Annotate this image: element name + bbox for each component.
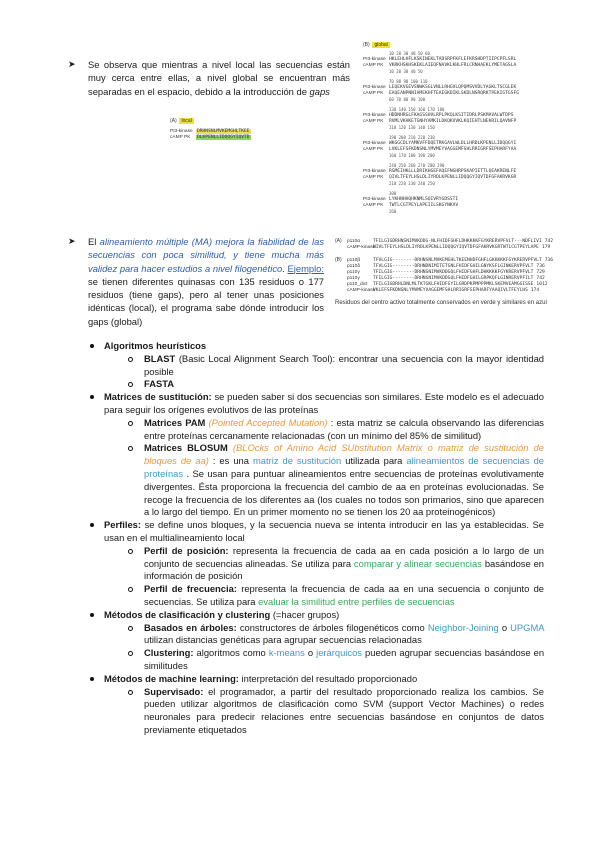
list-item-title: FASTA (144, 378, 175, 390)
bullet-dot-icon (90, 395, 94, 399)
multi-seq-row: p110_dict TFILGIGDRHLDNLMLTKTGKLFHIDFGYILGRDPKPMPPPMKLSKEMVEAMGGISSE 1012 (347, 282, 548, 287)
fig-local-row: PI3-kinase DRHNSNLMVKEMGHLTKEE (170, 129, 250, 134)
fig-local-tag-label: local (181, 118, 192, 124)
multi-seq-row: cAMP-kinaseVKLEFSFKDNSNLYMVMEYVAGGEMFSHLRRIGRFSEPHARFYAAQIVLTFEYLHS 174 (347, 288, 540, 293)
list-item-title: Perfil de frecuencia: (144, 583, 237, 595)
multi-seq-row: p110γ TFILGIG--------DRHNSNIMVKDDGQLFHIDFGHFLDHKKKKFGYKRERVPFVLT 729 (347, 270, 545, 275)
list-item-title: Algoritmos heurísticos (104, 340, 207, 351)
list-item-title: Matrices de sustitución: (104, 391, 212, 403)
intro-p2-lead: El (88, 236, 97, 247)
global-ruler-bottom: 160 170 180 190 200 (389, 153, 435, 158)
global-block (363, 163, 575, 187)
global-ruler-top: 300 (389, 191, 397, 196)
sub-list-item: Perfil de posición: representa la frecuencia de cada aa en cada posición a lo largo de un conjunto de secuencias alineadas. Se utiliza para comparar y alinear secuencias basándose en información de posición (70, 545, 544, 583)
list-item-title: Métodos de clasificación y clustering (104, 608, 271, 620)
intro-p1-italic: gaps (309, 85, 330, 97)
sub-list-item: Supervisado: el programador, a partir del resultado proporcionado realiza los cambios. Se pueden utilizar algoritmos de clasificación como SVM (support Vector Machines) o redes neuronales para predecir relaciones entre secuencias basándose en conjuntos de datos previamente etiquetados (70, 686, 544, 737)
multi-seq-row: p110β TFVLGIG--------DRHNSNLMVKEMGHLTKEENHDFGHFLGKKKKKFGYKRERVPFVLT 736 (347, 258, 554, 263)
global-seq-row-b: cAMP PK EAQEANPNNIAMEKHFTEAEGKDIKLSKDLNSRQRKTPEKIGTGSFG (363, 91, 519, 96)
global-ruler-bottom: 110 120 130 140 150 (389, 125, 435, 130)
global-ruler-top: 10 20 30 40 50 60 (389, 51, 430, 56)
figure-multiple-alignment: (A) p110α TFILGIGDRHNSNIMVKDDG-NLFHIDFGHFLDHKKKKFGYKRERVPFVLT---NDFLIVI 742 cAMP-kinaseNIVLTFEYLHSLDLIYRDLKPENLLIDQQGYIQVTDFGFAKRVKGRTWTLCGTPEYLAPE 179 (B) p110β TFVLGIG--------DRHNSNLMVKEMGHLTKEENHDFGHFLGKKKKKFGYKRERVPFVLT 736 p110δ TFVLGIG--------DRHNDNIMITETGNLFHIDFGHILGNYKSFLGINKERVPFVLT 736 p110γ TFILGIG--------DRHNSNIMVKDDGQLFHIDFGHFLDHKKKKFGYKRERVPFVLT 729 p110γ TFILGIG--------DRHNSNIMVKDDGQLFHIDFGHILGRPKQFLGINRERVPFILT 742 p110_dict TFILGIGDRHLDNLMLTKTGKLFHIDFGYILGRDPKPMPPPMKLSKEMVEAMGGISSE 1012 cAMP-kinaseVKLEFSFKDNSNLYMVMEYVAGGEMFSHLRRIGRFSEPHARFYAAQIVLTFEYLHS 174 Residuos del centro activo totalmente conservados en verde y similares en azul (335, 238, 585, 338)
intro-p2-example-label: Ejemplo: (287, 262, 324, 274)
global-ruler-top: 70 80 90 100 110 (389, 79, 428, 84)
global-seq-row-b: cAMP PK VKRKHSKHSKEKLAIEQFNAVKLKHLFRLCRNHAEKLYMETAGSLA (363, 63, 517, 68)
bullet-circle-icon (128, 382, 133, 387)
list-item: Métodos de machine learning: interpretación del resultado proporcionado (70, 673, 544, 686)
bullet-dot-icon (90, 523, 94, 527)
intro-p1-text: Se observa que mientras a nivel local las secuencias están muy cerca entre ellas, a nivel global se encuentran más separadas en el espacio, debido a la introducción de (88, 59, 350, 97)
global-seq-row-b: cAMP PK TWTLCGTPEYLAPEIILSKGYNKAV (363, 203, 459, 208)
list-item-title: Basados en árboles: (144, 621, 237, 633)
bullet-dot-icon (90, 677, 94, 681)
global-ruler-top: 240 250 260 270 280 290 (389, 163, 445, 168)
sub-list-item: BLAST (Basic Local Alignment Search Tool): encontrar una secuencia con la mayor identidad posible (70, 353, 544, 379)
intro-paragraph-2: ➤ El alineamiento múltiple (MA) mejora la fiabilidad de las secuencias con poca similitud, y tiene mucha más validez para hacer estudios a nivel filogenético. Ejemplo: se tienen diferentes quinasas con 135 residuos o 177 residuos (tiene gaps), pero al tener unas posiciones idénticas (local), el programa sabe dónde introducir los gaps (global) (68, 236, 325, 327)
multi-a-rows (347, 239, 585, 251)
list-item-title: Matrices BLOSUM (144, 442, 228, 454)
arrow-bullet-icon: ➤ (68, 236, 76, 246)
global-seq-row-a: PI3-kinase RSMEIHKLLLDRIKHGEFAQEFNGHRPSKAPIETTLQEAKRENLFE (363, 169, 517, 174)
bullet-circle-icon (128, 651, 133, 656)
list-item-title: Matrices PAM (144, 416, 206, 428)
sub-list-item: Basados en árboles: constructores de árboles filogenéticos como Neighbor-Joining o UPGMA utilizan distancias genéticas para agrupar secuencias relacionadas (70, 622, 544, 648)
bullet-dot-icon (90, 344, 94, 348)
global-seq-row-b: cAMP PK QIVLTFEYLHSLDLIYRDLKPENLLIDQQGYIQVTDFGFAKRVKGR (363, 175, 517, 180)
global-ruler-bottom: 260 (389, 209, 397, 214)
sub-list-item: Matrices BLOSUM (BLOcks of Amino Acid SUbstitution Matrix o matriz de sustitución de bloques de aa) : es una matriz de sustitución utilizada para alineamientos de secuencias de proteínas . Se usan para puntuar alineamientos entre secuencias de proteínas evolutivamente divergentes. Ésta proporciona la frecuencia del cambio de aa en proteínas evolucionadas. Se recoge la frecuencia de los diferentes aa (los cuales no todos son primarios, sino que aparecen a lo largo del tiempo. En un primer momento no se tienen los 20 aa proteinogénicos) (70, 442, 544, 519)
sub-list-item: Clustering: algoritmos como k-means o jerárquicos pueden agrupar secuencias basándose en similitudes (70, 647, 544, 673)
intro-paragraph-1 (68, 58, 350, 98)
bullet-dot-icon (90, 613, 94, 617)
global-ruler-bottom: 60 70 80 90 100 (389, 97, 426, 102)
global-block (363, 191, 575, 215)
arrow-bullet-icon: ➤ (68, 59, 76, 69)
global-blocks (363, 51, 575, 215)
multi-seq-row: p110γ TFILGIG--------DRHNSNIMVKDDGQLFHIDFGHILGRPKQFLGINRERVPFILT 742 (347, 276, 545, 281)
list-item: Perfiles: se define unos bloques, y la secuencia nueva se intenta introducir en las ya establecidas. Se usan en el multialineamiento local (70, 519, 544, 545)
sub-list-item: Perfil de frecuencia: representa la frecuencia de cada aa en una secuencia o conjunto de secuencias. Se utiliza para evaluar la similitud entre perfiles de secuencias (70, 583, 544, 609)
global-seq-row-a: PI3-kinase HKLEHLHFLKSKINEKLTADSRPFKFLEFKRSHDPTIIPCPFLSRL (363, 57, 517, 62)
global-block (363, 51, 575, 75)
list-item-title: Supervisado: (144, 685, 204, 697)
sub-list-item: Matrices PAM (Pointed Accepted Mutation) : esta matriz se calcula observando las diferencias entre proteínas cercanamente relacionadas (con un mínimo del 85% de similitud) (70, 417, 544, 443)
list-item (70, 340, 544, 353)
list-item-title: Clustering: (144, 647, 194, 659)
fig-multi-caption: Residuos del centro activo totalmente conservados en verde y similares en azul (335, 300, 547, 306)
fig-global-tag: (B) (363, 42, 370, 48)
list-item: Matrices de sustitución: se pueden saber si dos secuencias son similares. Este modelo es el adecuado para seguir los orígenes evolutivos de las proteínas (70, 391, 544, 417)
global-block (363, 107, 575, 131)
figure-local-alignment (170, 118, 290, 141)
global-seq-row-a: PI3-kinase LEQEKVGEVSNWKSGLVNLLRHGVLQPQMSVVDLYAGKLTSCGLEK (363, 85, 517, 90)
global-ruler-bottom: 10 20 30 40 50 (389, 69, 423, 74)
list-item-title: BLAST (144, 352, 176, 364)
multi-seq-row: p110α TFILGIGDRHNSNIMVKDDG-NLFHIDFGHFLDHKKKKFGYKRERVPFVLT---NDFLIVI 742 (347, 239, 554, 244)
bullet-circle-icon (128, 626, 133, 631)
list-item-title: Perfil de posición: (144, 544, 229, 556)
global-ruler-top: 130 140 150 160 170 180 (389, 107, 445, 112)
figure-global-alignment (363, 42, 575, 230)
multi-b-rows (347, 258, 585, 294)
multi-seq-row: p110δ TFVLGIG--------DRHNDNIMITETGNLFHIDFGHILGNYKSFLGINKERVPFVLT 736 (347, 264, 545, 269)
multi-seq-row: cAMP-kinaseNIVLTFEYLHSLDLIYRDLKPENLLIDQQGYIQVTDFGFAKRVKGRTWTLCGTPEYLAPE 179 (347, 245, 551, 250)
list-item-title: Métodos de machine learning: (104, 672, 239, 684)
global-ruler-bottom: 210 220 230 240 250 (389, 181, 435, 186)
sub-list-item (70, 378, 544, 391)
list-item: Métodos de clasificación y clustering (=hacer grupos) (70, 609, 544, 622)
fig-local-tag: (A) (170, 118, 177, 124)
global-seq-row-a: PI3-kinase HDDNHRGLFKAGSSHVLRPLPKQLKSITIDRLPSKMAVALWTDPS (363, 113, 514, 118)
global-block (363, 135, 575, 159)
bullet-circle-icon (128, 587, 133, 592)
bullet-circle-icon (128, 690, 133, 695)
list-item-title: Perfiles: (104, 519, 141, 531)
global-ruler-top: 190 200 210 220 230 (389, 135, 435, 140)
fig-multi-a: (A) (335, 238, 342, 244)
intro-p2-blue: alineamiento múltiple (MA) mejora la fiabilidad de las secuencias con poca similitud, y tiene mucha más validez para hacer estudios a nivel filogenético (88, 236, 325, 274)
bullet-circle-icon (128, 446, 133, 451)
global-block (363, 79, 575, 103)
fig-global-tag-label: global (374, 42, 388, 48)
global-seq-row-a: PI3-kinase LYKHNHHQHKNMLSQIVRYGDSSTI (363, 197, 459, 202)
global-seq-row-a: PI3-kinase WKGGCDLYAMKVFFDQETRKGAVLWLDLLHRDLKPENLLIDQQGYI (363, 141, 517, 146)
global-seq-row-b: cAMP PK LVKLEFSFKDNSNLYMVMEYVAGGEMFSHLRRIGRFSEPHARFYAA (363, 147, 517, 152)
global-seq-row-b: cAMP PK RVMLVKHKETGNHYAMKILDKQKVVKLKQIEHTLNEKRILQAVNFP (363, 119, 517, 124)
bullet-circle-icon (128, 421, 133, 426)
bullet-list (70, 340, 600, 737)
intro-p2-example-text: se tienen diferentes quinasas con 135 residuos o 177 residuos (tiene gaps), pero al tener unas posiciones idénticas (local), el programa sabe dónde introducir los gaps (global) (88, 275, 324, 327)
bullet-circle-icon (128, 549, 133, 554)
bullet-circle-icon (128, 357, 133, 362)
fig-local-row: cAMP PK DLKPENLLIDQQGYIQVTD (170, 135, 250, 140)
